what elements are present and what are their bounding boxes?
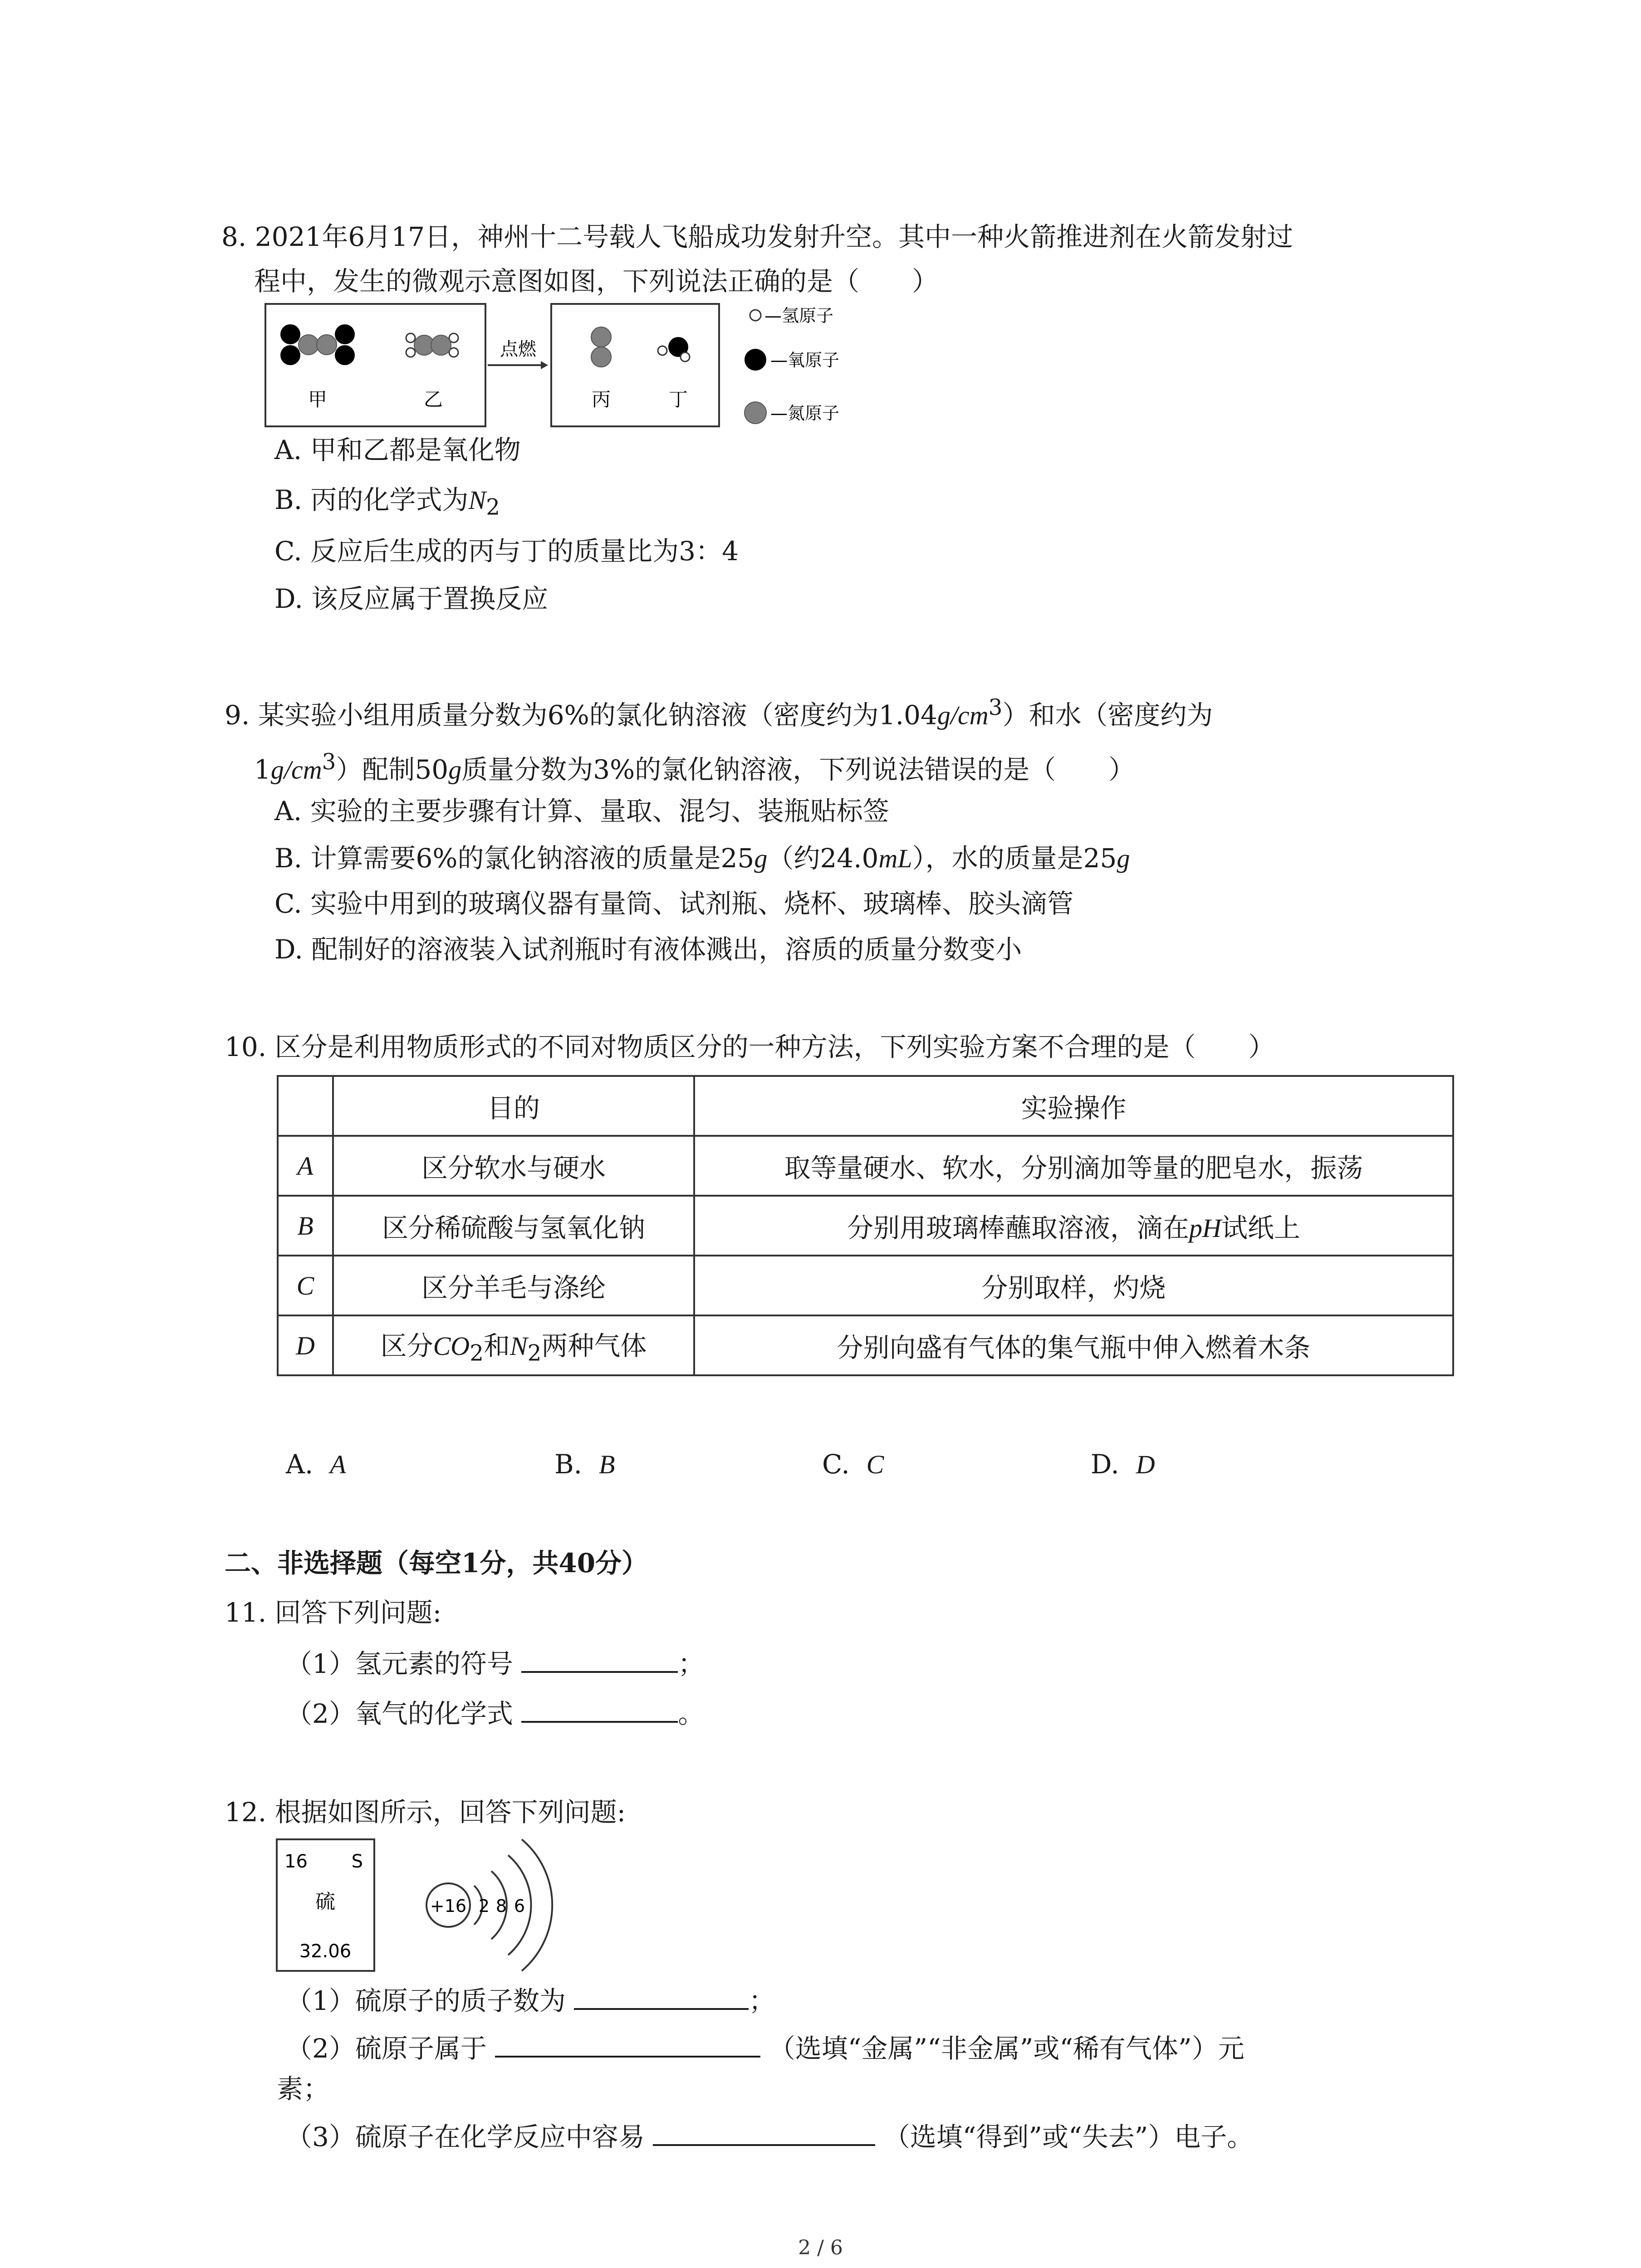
q10-choice-b: B. B	[554, 1449, 615, 1480]
q9-option-c: C. 实验中用到的玻璃仪器有量筒、试剂瓶、烧杯、玻璃棒、胶头滴管	[274, 888, 1074, 919]
table-row	[278, 1256, 1453, 1315]
q8-reaction-diagram	[263, 302, 898, 438]
q10-choice-a: A. A	[286, 1449, 346, 1480]
q8-option-b: B. 丙的化学式为$N_2$	[274, 484, 500, 520]
molecule-yi	[406, 333, 458, 357]
q12-part1: （1）硫原子的质子数为 ；	[286, 1980, 775, 2019]
header-blank	[278, 1076, 333, 1136]
section2-title: 二、非选择题（每空1分，共40分）	[225, 1548, 648, 1579]
molecule-jia	[280, 324, 355, 365]
q10-choice-c: C. C	[822, 1449, 884, 1480]
header-purpose: 目的	[333, 1076, 694, 1136]
q8-option-c: C. 反应后生成的丙与丁的质量比为3：4	[274, 536, 739, 567]
header-operation: 实验操作	[694, 1076, 1453, 1136]
answer-blank[interactable]	[521, 1693, 678, 1723]
row-operation: 分别用玻璃棒蘸取溶液，滴在pH试纸上	[694, 1196, 1453, 1256]
element-symbol: S	[351, 1851, 363, 1872]
row-key: B	[278, 1196, 333, 1256]
nucleus-charge: +16	[430, 1896, 467, 1916]
q10-table	[277, 1075, 1454, 1376]
answer-blank[interactable]	[574, 1980, 749, 2010]
q9-stem-line1: 9. 某实验小组用质量分数为6%的氯化钠溶液（密度约为$1.04g/cm^3$）和水（密度约为	[225, 695, 1213, 731]
row-purpose: 区分$CO_2$和$N_2$两种气体	[333, 1315, 694, 1375]
answer-blank[interactable]	[495, 2028, 760, 2058]
element-card	[277, 1839, 374, 1971]
label-ding: 丁	[668, 388, 688, 411]
q12-part2-continued: 素；	[277, 2073, 330, 2104]
row-purpose: 区分稀硫酸与氢氧化钠	[333, 1196, 694, 1256]
atom-structure-diagram	[426, 1839, 552, 1971]
arrow-label: 点燃	[500, 339, 536, 360]
q11-part1: （1）氢元素的符号 ；	[286, 1643, 704, 1682]
q8-option-d: D. 该反应属于置换反应	[274, 583, 549, 614]
element-name: 硫	[315, 1890, 335, 1913]
legend-oxygen: —氧原子	[770, 350, 840, 370]
legend	[745, 306, 839, 424]
row-key: A	[278, 1136, 333, 1196]
row-operation: 分别向盛有气体的集气瓶中伸入燃着木条	[694, 1315, 1453, 1375]
element-number: 16	[284, 1851, 308, 1872]
table-row	[278, 1196, 1453, 1256]
legend-hydrogen: —氢原子	[764, 306, 834, 326]
q9-option-d: D. 配制好的溶液装入试剂瓶时有液体溅出，溶质的质量分数变小	[274, 934, 1022, 965]
q12-part2: （2）硫原子属于 （选填“金属”“非金属”或“稀有气体”）元	[286, 2028, 1244, 2067]
molecule-ding	[658, 337, 690, 362]
q11-part2: （2）氧气的化学式 。	[286, 1693, 704, 1732]
shell-2-electrons: 8	[495, 1896, 507, 1916]
row-purpose: 区分羊毛与涤纶	[333, 1256, 694, 1315]
element-mass: 32.06	[299, 1941, 352, 1962]
q9-stem-line2: $1g/cm^3$）配制50g质量分数为3%的氯化钠溶液，下列说法错误的是（ ）	[254, 749, 1135, 785]
row-purpose: 区分软水与硬水	[333, 1136, 694, 1196]
q8-option-a: A. 甲和乙都是氧化物	[274, 435, 521, 465]
label-jia: 甲	[308, 388, 328, 411]
row-operation: 分别取样，灼烧	[694, 1256, 1453, 1315]
q10-stem: 10. 区分是利用物质形式的不同对物质区分的一种方法，下列实验方案不合理的是（ ）	[225, 1031, 1275, 1062]
answer-blank[interactable]	[653, 2116, 875, 2146]
label-bing: 丙	[591, 388, 611, 411]
row-key: C	[278, 1256, 333, 1315]
table-row	[278, 1136, 1453, 1196]
q10-choice-d: D. D	[1091, 1449, 1155, 1480]
label-yi: 乙	[423, 388, 443, 411]
molecule-bing	[591, 327, 611, 367]
q12-stem: 12. 根据如图所示，回答下列问题:	[225, 1797, 626, 1828]
q12-element-figure	[274, 1830, 556, 1975]
shell-3-electrons: 6	[514, 1896, 525, 1916]
q11-stem: 11. 回答下列问题:	[225, 1597, 442, 1628]
row-operation: 取等量硬水、软水，分别滴加等量的肥皂水，振荡	[694, 1136, 1453, 1196]
legend-nitrogen: —氮原子	[770, 403, 840, 423]
table-row	[278, 1315, 1453, 1375]
page-number: 2 / 6	[798, 2236, 843, 2259]
row-key: D	[278, 1315, 333, 1375]
shell-1-electrons: 2	[478, 1896, 490, 1916]
q9-option-a: A. 实验的主要步骤有计算、量取、混匀、装瓶贴标签	[274, 796, 889, 826]
table-header-row	[278, 1076, 1453, 1136]
q8-stem-line2: 程中，发生的微观示意图如图，下列说法正确的是（ ）	[254, 266, 939, 297]
answer-blank[interactable]	[521, 1643, 678, 1673]
q9-option-b: B. 计算需要6%的氯化钠溶液的质量是25g（约24.0mL），水的质量是25g	[274, 843, 1130, 874]
q8-stem-line1: 8. 2021年6月17日，神州十二号载人飞船成功发射升空。其中一种火箭推进剂在火箭发射过	[221, 221, 1293, 252]
q12-part3: （3）硫原子在化学反应中容易 （选填“得到”或“失去”）电子。	[286, 2116, 1253, 2155]
